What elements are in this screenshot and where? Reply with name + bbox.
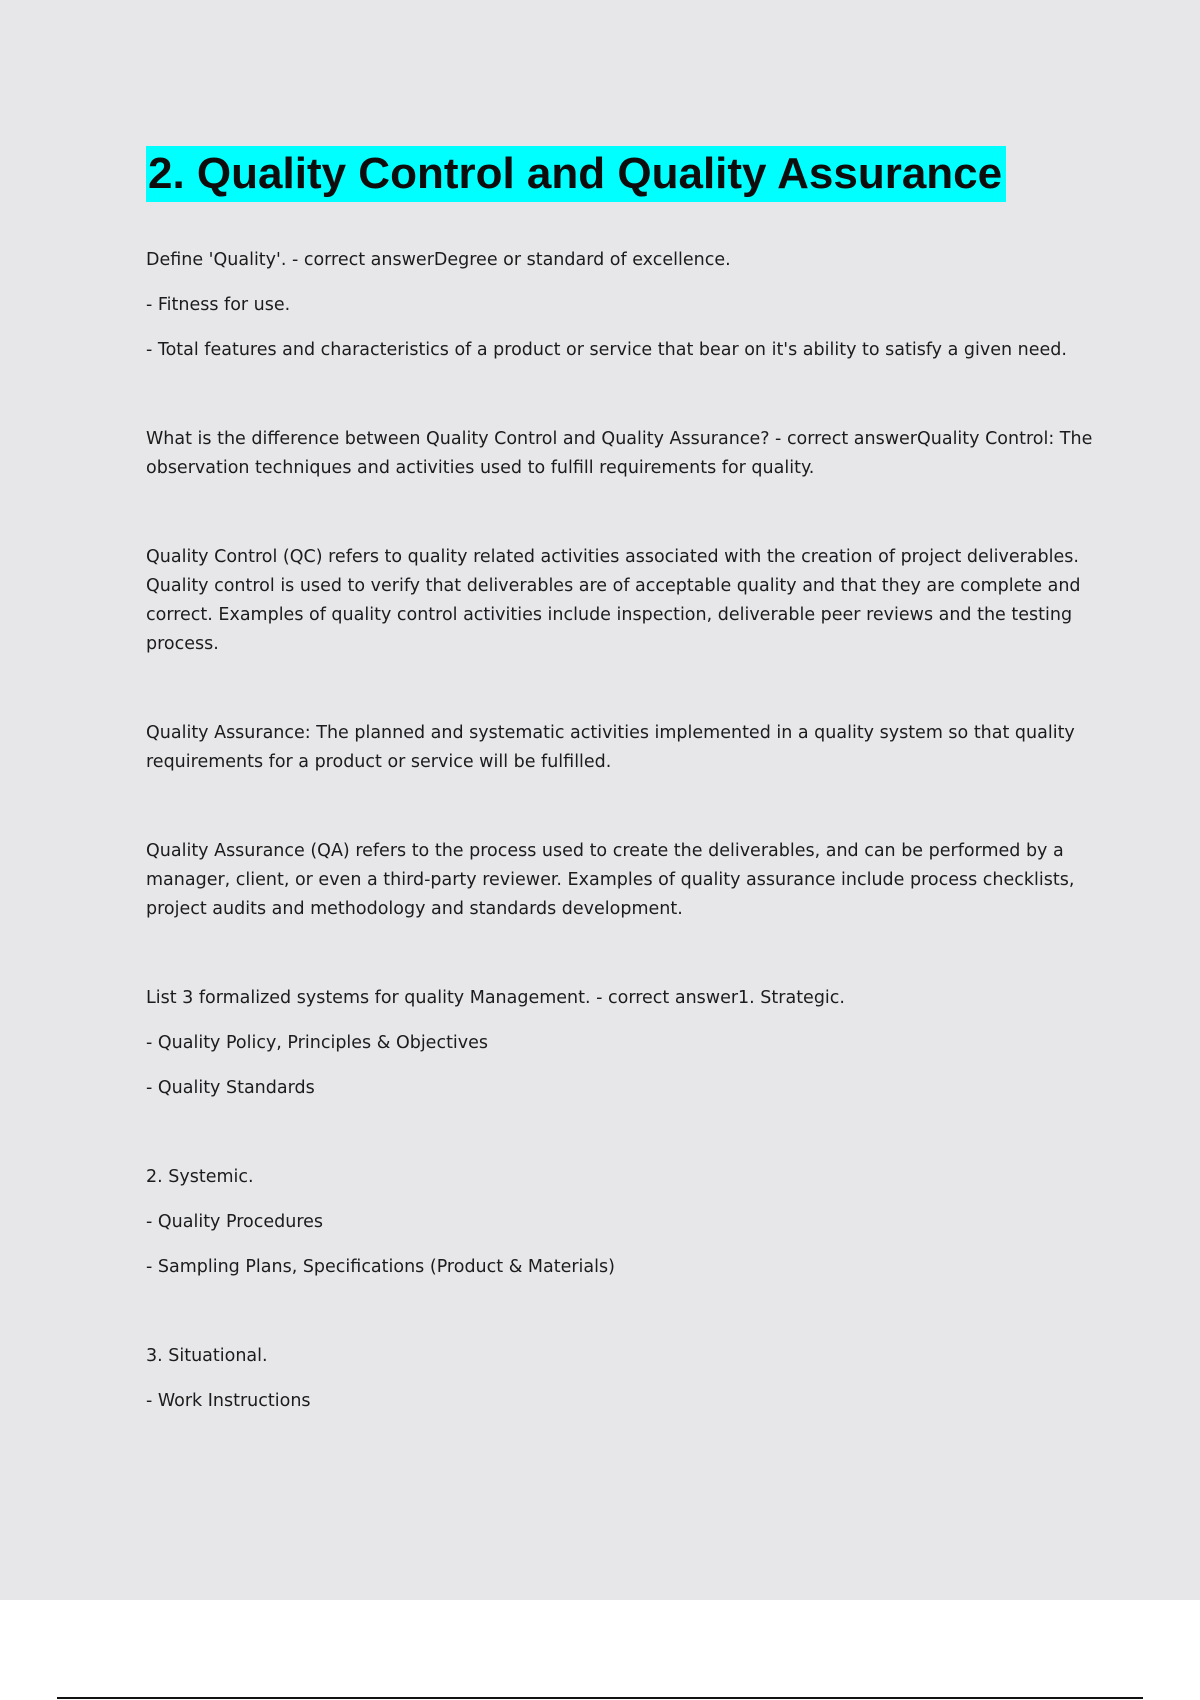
page-bottom-rule <box>57 1697 1143 1699</box>
paragraph-define-quality: Define 'Quality'. - correct answerDegree or standard of excellence. <box>146 250 731 270</box>
paragraph-qc: Quality Control (QC) refers to quality related activities associated with the creation of project deliverables. Quality control is used to verify that deliverables are of acceptable quality and that they are complete and correct. Examples of quality control activities include inspection, deliverable peer reviews and the testing process. <box>146 547 1081 654</box>
paragraph-qa: Quality Assurance (QA) refers to the process used to create the deliverables, and can be performed by a manager, client, or even a third-party reviewer. Examples of quality assurance include process checklists, project audits and methodology and standards development. <box>146 841 1075 919</box>
list-item: - Work Instructions <box>146 1391 311 1411</box>
document-body <box>146 246 1096 1416</box>
page-title: 2. Quality Control and Quality Assurance <box>146 146 1006 202</box>
list-item: - Quality Procedures <box>146 1212 324 1232</box>
list-item: - Sampling Plans, Specifications (Product & Materials) <box>146 1257 615 1277</box>
paragraph-total-features: - Total features and characteristics of a product or service that bear on it's ability to satisfy a given need. <box>146 340 1067 360</box>
paragraph-qa-definition: Quality Assurance: The planned and systematic activities implemented in a quality system so that quality requirements for a product or service will be fulfilled. <box>146 723 1075 772</box>
paragraph-systemic: 2. Systemic. <box>146 1167 254 1187</box>
paragraph-list-systems: List 3 formalized systems for quality Management. - correct answer1. Strategic. <box>146 988 845 1008</box>
list-item: - Quality Standards <box>146 1078 315 1098</box>
paragraph-difference: What is the difference between Quality Control and Quality Assurance? - correct answerQuality Control: The observation techniques and activities used to fulfill requirements for quality. <box>146 429 1093 478</box>
list-item: - Quality Policy, Principles & Objectives <box>146 1033 489 1053</box>
title-wrapper <box>146 146 1006 202</box>
paragraph-fitness: - Fitness for use. <box>146 295 291 315</box>
paragraph-situational: 3. Situational. <box>146 1346 268 1366</box>
